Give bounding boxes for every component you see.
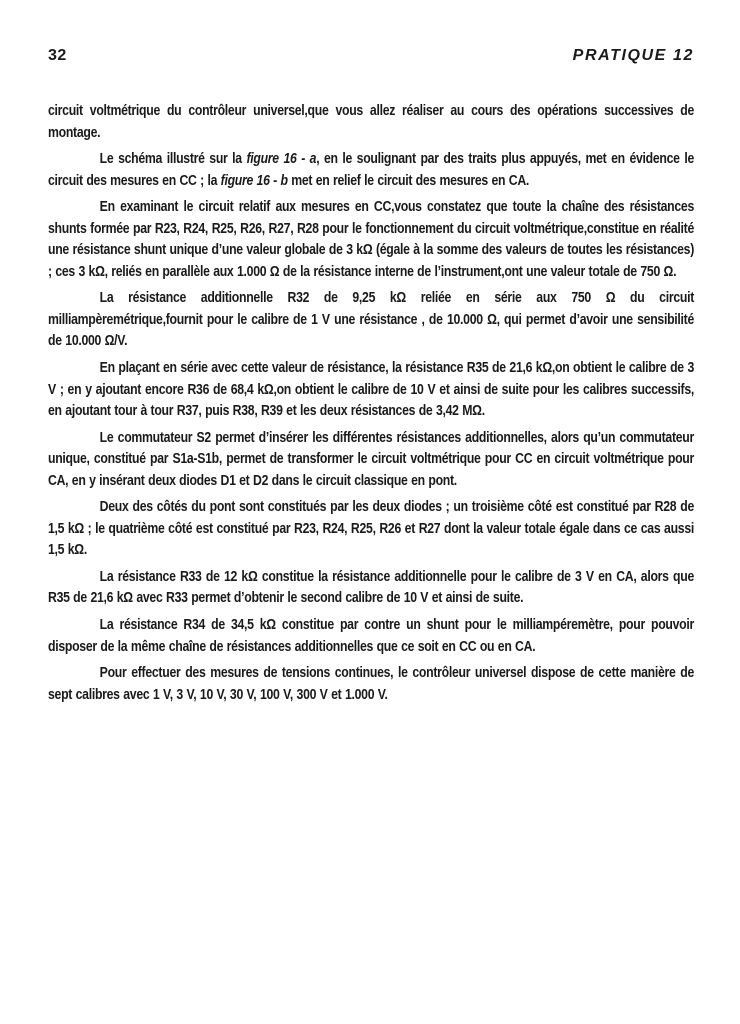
paragraph xyxy=(48,496,694,561)
paragraph xyxy=(48,357,694,422)
paragraph xyxy=(48,662,694,705)
page-header xyxy=(48,47,694,69)
text-segment: La résistance additionnelle R32 de 9,25 kΩ reliée en série aux 750 Ω du circuit milliampèremétrique,fournit pour le calibre de 1 V une résistance , de 10.000 Ω, qui permet d’avoir une sensibilité de 10.000 Ω/V. xyxy=(48,289,695,350)
text-segment: met en relief le circuit des mesures en CA. xyxy=(287,171,530,189)
text-segment: En examinant le circuit relatif aux mesures en CC,vous constatez que toute la chaîne des résistances shunts formée par R23, R24, R25, R26, R27, R28 pour le fonctionnement du circuit voltmétrique,constitue en réalité une résistance shunt unique d’une valeur globale de 3 kΩ (égale à la somme des valeurs de toutes les résistances) ; ces 3 kΩ, reliés en parallèle aux 1.000 Ω de la résistance interne de l’instrument,ont une valeur totale de 750 Ω. xyxy=(48,198,695,280)
paragraph xyxy=(48,196,694,282)
paragraph xyxy=(48,287,694,352)
text-segment: Deux des côtés du pont sont constitués par les deux diodes ; un troisième côté est constitué par R28 de 1,5 kΩ ; le quatrième côté est constitué par R23, R24, R25, R26 et R27 dont la valeur totale égale dans ce cas aussi 1,5 kΩ. xyxy=(48,498,695,559)
text-segment: Le schéma illustré sur la xyxy=(99,150,247,168)
text-segment: Le commutateur S2 permet d’insérer les différentes résistances additionnelles, alors qu’un commutateur unique, constitué par S1a-S1b, permet de transformer le circuit voltmétrique pour CC en circuit voltmétrique pour CA, en y insérant deux diodes D1 et D2 dans le circuit classique en pont. xyxy=(48,428,695,489)
text-segment: Pour effectuer des mesures de tensions continues, le contrôleur universel dispose de cette manière de sept calibres avec 1 V, 3 V, 10 V, 30 V, 100 V, 300 V et 1.000 V. xyxy=(48,664,695,703)
text-column xyxy=(48,100,694,705)
page-number: 32 xyxy=(48,47,67,64)
text-segment: En plaçant en série avec cette valeur de résistance, la résistance R35 de 21,6 kΩ,on obtient le calibre de 3 V ; en y ajoutant encore R36 de 68,4 kΩ,on obtient le calibre de 10 V et ainsi de suite pour les calibres successifs, en ajoutant tour à tour R37, puis R38, R39 et les deux résistances de 3,42 MΩ. xyxy=(48,359,695,420)
text-segment: , en le soulignant par des traits plus appuyés, met en évidence le circuit des mesures en CC ; la xyxy=(48,150,694,189)
text-segment: La résistance R34 de 34,5 kΩ constitue par contre un shunt pour le milliampéremètre, pour pouvoir disposer de la même chaîne de résistances additionnelles que ce soit en CC ou en CA. xyxy=(48,616,695,655)
paragraph xyxy=(48,566,694,609)
figure-reference: figure 16 - b xyxy=(220,171,288,189)
paragraph xyxy=(48,148,694,191)
body-text xyxy=(48,100,694,705)
running-title: PRATIQUE 12 xyxy=(572,47,694,64)
text-segment: La résistance R33 de 12 kΩ constitue la résistance additionnelle pour le calibre de 3 V en CA, alors que R35 de 21,6 kΩ avec R33 permet d’obtenir le second calibre de 10 V et ainsi de suite. xyxy=(48,567,695,607)
text-segment: circuit voltmétrique du contrôleur universel,que vous allez réaliser au cours des opérations successives de montage. xyxy=(48,102,694,141)
paragraph xyxy=(48,100,694,143)
figure-reference: figure 16 - a xyxy=(246,150,317,168)
paragraph xyxy=(48,427,694,492)
paragraph xyxy=(48,614,694,657)
